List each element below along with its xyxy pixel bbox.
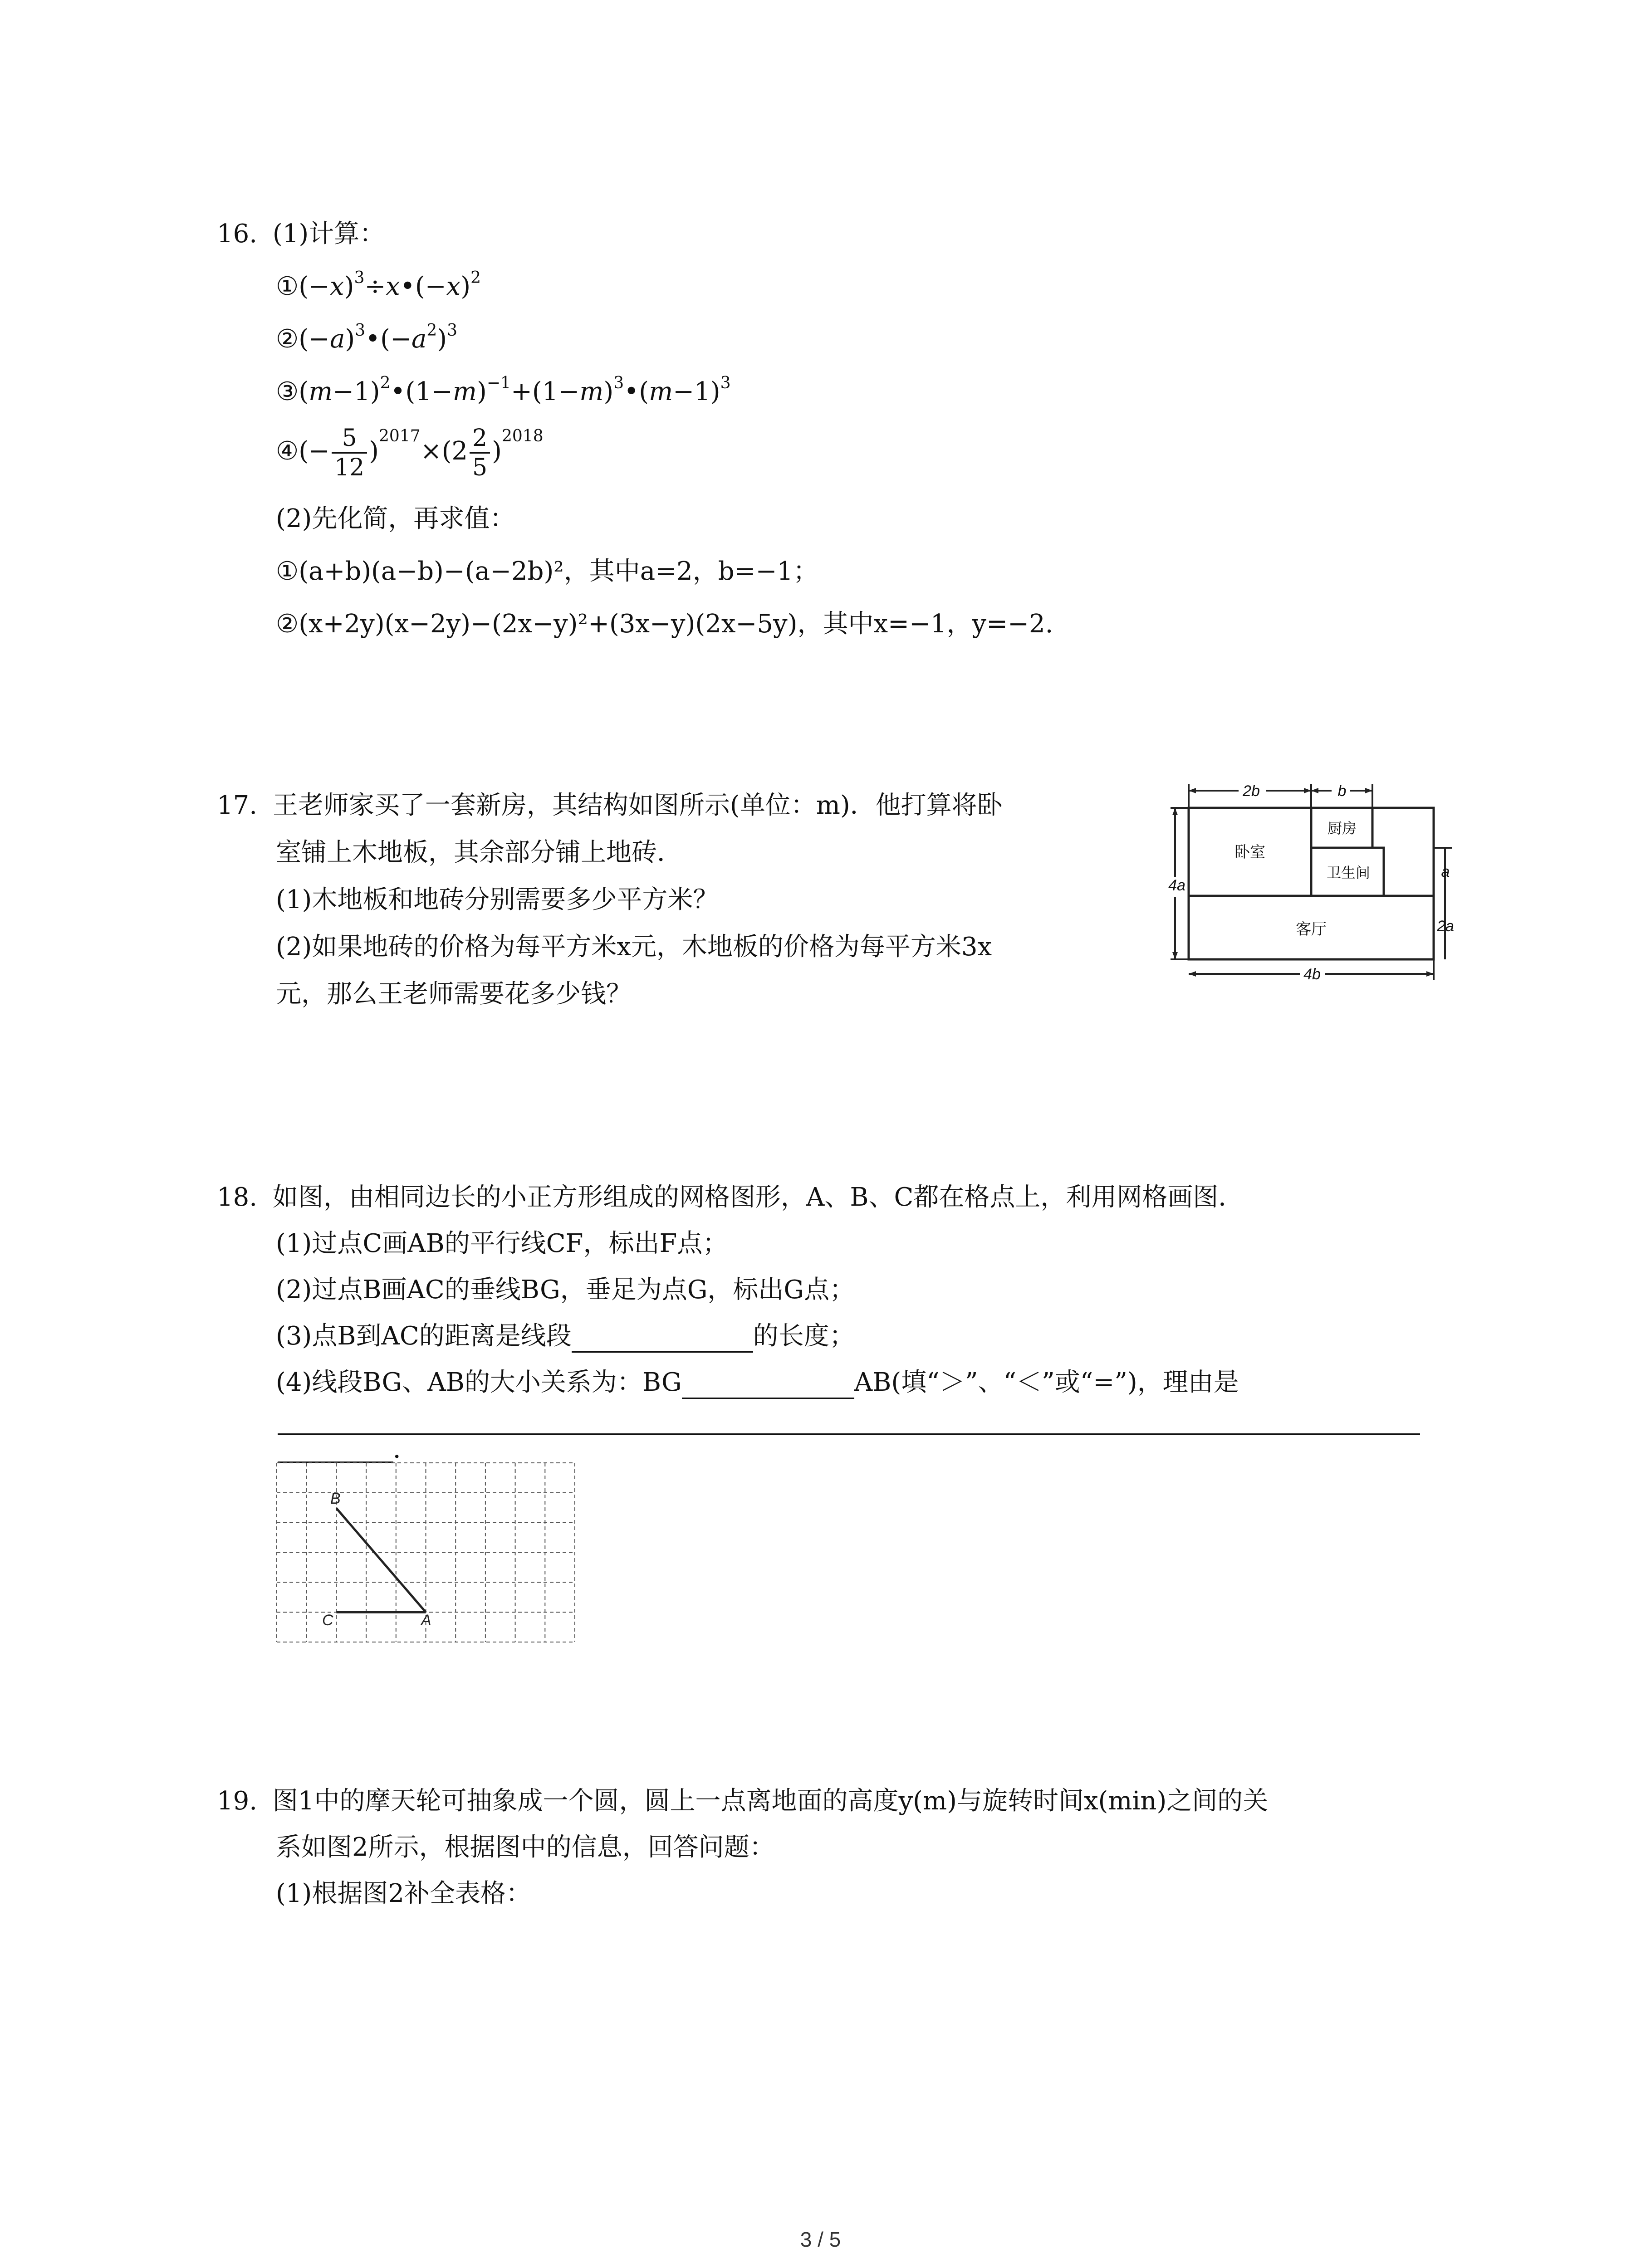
q18-line-5: (4)线段BG、AB的大小关系为：BG AB(填“＞”、“＜”或“=”)，理由是 bbox=[276, 1366, 1239, 1399]
q17-line-3: (1)木地板和地砖分别需要多少平方米？ bbox=[276, 885, 719, 914]
fraction-5-12: $\frac{5}{12}$ bbox=[332, 424, 367, 482]
dim-2a: 2a bbox=[1437, 918, 1454, 935]
dim-a: a bbox=[1441, 863, 1450, 880]
q16-expr-5: ①(a+b)(a−b)−(a−2b)²，其中a=2，b=−1； bbox=[276, 557, 819, 586]
label-kitchen: 厨房 bbox=[1327, 820, 1357, 836]
page-number: 3 / 5 bbox=[800, 2228, 841, 2251]
floor-plan-figure bbox=[1168, 778, 1456, 983]
q17-line-2: 室铺上木地板，其余部分铺上地砖． bbox=[276, 838, 682, 867]
q18-line-2: (1)过点C画AB的平行线CF，标出F点； bbox=[276, 1229, 728, 1258]
q16-expr-3: $③(m-1)^2•(1-m)^{-1}+(1-m)^3•(m-1)^3$ bbox=[276, 374, 731, 406]
answer-line-reason[interactable] bbox=[278, 1433, 1420, 1435]
answer-blank-3[interactable] bbox=[572, 1324, 753, 1353]
q16-part2-title: (2)先化简，再求值： bbox=[276, 504, 515, 533]
q18-line-4: (3)点B到AC的距离是线段 的长度； bbox=[276, 1320, 855, 1353]
q19-line-2: 系如图2所示，根据图中的信息，回答问题： bbox=[276, 1833, 775, 1862]
q16-expr-6: ②(x+2y)(x−2y)−(2x−y)²+(3x−y)(2x−5y)，其中x=−1，y=−2. bbox=[276, 609, 1053, 639]
fraction-2-5: $\frac{2}{5}$ bbox=[470, 424, 490, 482]
point-C-label: C bbox=[322, 1612, 333, 1629]
question-number: 18. bbox=[217, 1183, 258, 1212]
dim-4a: 4a bbox=[1168, 877, 1185, 894]
q19-line-3: (1)根据图2补全表格： bbox=[276, 1879, 531, 1908]
q17-line-1: 17. 王老师家买了一套新房，其结构如图所示(单位：m)．他打算将卧 bbox=[217, 791, 1003, 820]
question-number: 17. bbox=[217, 791, 258, 820]
q16-part1-title: (1)计算： bbox=[272, 219, 385, 249]
dim-b: b bbox=[1337, 782, 1347, 800]
dim-4b: 4b bbox=[1303, 966, 1321, 983]
label-living-room: 客厅 bbox=[1296, 921, 1327, 938]
q18-line-3: (2)过点B画AC的垂线BG，垂足为点G，标出G点； bbox=[276, 1275, 855, 1305]
q17-line-4: (2)如果地砖的价格为每平方米x元，木地板的价格为每平方米3x bbox=[276, 932, 992, 962]
dim-2b: 2b bbox=[1243, 782, 1260, 800]
question-number: 16. bbox=[217, 219, 258, 249]
q16-expr-1: $①(-x)^3\div x•(-x)^2$ bbox=[276, 269, 481, 301]
question-number: 19. bbox=[217, 1786, 258, 1816]
grid-figure bbox=[272, 1458, 581, 1649]
point-B-label: B bbox=[330, 1490, 341, 1507]
segment-AB bbox=[336, 1508, 426, 1612]
answer-blank-4[interactable] bbox=[682, 1370, 854, 1399]
point-A-label: A bbox=[421, 1612, 431, 1629]
q16-expr-2: $②(-a)^3•(-a^2)^3$ bbox=[276, 321, 458, 354]
q18-line-1: 18. 如图，由相同边长的小正方形组成的网格图形，A、B、C都在格点上，利用网格画图． bbox=[217, 1183, 1244, 1212]
q19-line-1: 19. 图1中的摩天轮可抽象成一个圆，圆上一点离地面的高度y(m)与旋转时间x(min)之间的关 bbox=[217, 1786, 1269, 1816]
q16-heading bbox=[217, 218, 385, 250]
label-bedroom: 卧室 bbox=[1234, 844, 1265, 861]
q16-expr-4: ④(− $\frac{5}{12}$ )$^{2017}$×(2 $\frac{2}{5}$ )$^{2018}$ bbox=[276, 425, 544, 481]
label-bathroom: 卫生间 bbox=[1326, 865, 1371, 881]
q17-line-5: 元，那么王老师需要花多少钱？ bbox=[276, 979, 632, 1009]
q18-line-end: ． bbox=[393, 1435, 418, 1464]
